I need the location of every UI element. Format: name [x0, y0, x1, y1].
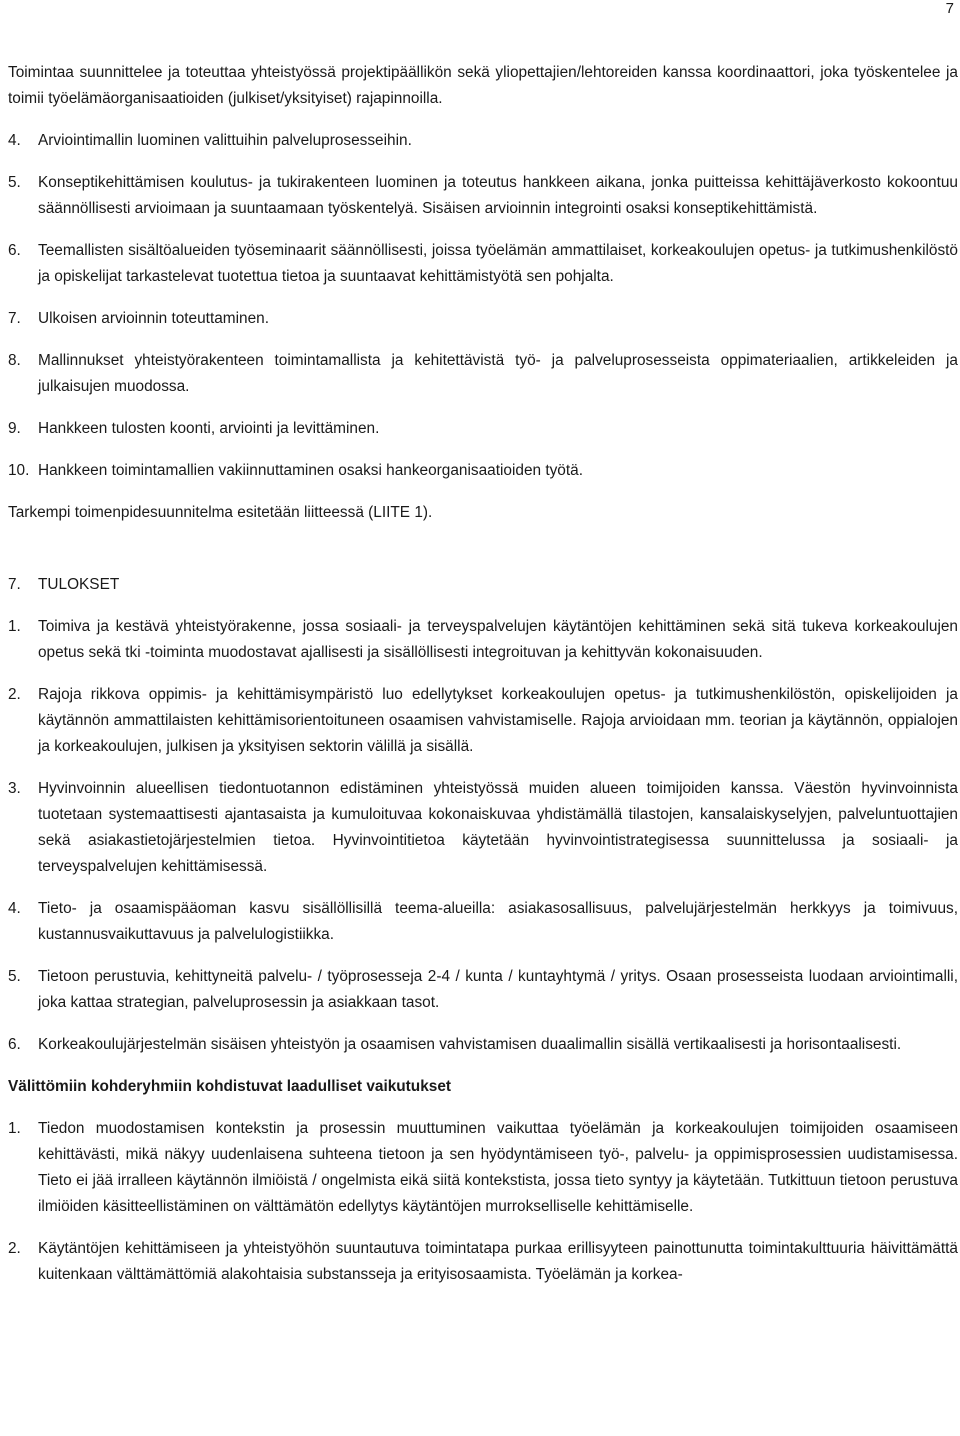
list-text: Korkeakoulujärjestelmän sisäisen yhteistyön ja osaamisen vahvistamisen duaalimallin sisällä vertikaalisesti ja horisontaalisesti. — [38, 1036, 902, 1053]
list-number: 4. — [8, 900, 21, 917]
list-text: Hankkeen tulosten koonti, arviointi ja levittäminen. — [38, 420, 380, 437]
list-text: Mallinnukset yhteistyörakenteen toimintamallista ja kehitettävistä työ- ja palveluprosesseista oppimateriaalien, artikkeleiden ja julkaisujen muodossa. — [38, 352, 958, 395]
list-text: Käytäntöjen kehittämiseen ja yhteistyöhön suuntautuva toimintatapa purkaa erillisyyteen painottunutta toimintakulttuuria häivittämättä kuitenkaan välttämättömiä alakohtaisia substansseja ja erityisosaamista. Työelämän ja korkea- — [38, 1240, 958, 1283]
section-heading — [8, 572, 958, 598]
list-number: 2. — [8, 686, 21, 703]
list-number: 6. — [8, 242, 21, 259]
list-number: 3. — [8, 780, 21, 797]
list-number: 1. — [8, 618, 21, 635]
list-item — [8, 776, 958, 880]
list-text: Rajoja rikkova oppimis- ja kehittämisympäristö luo edellytykset korkeakoulujen opetus- ja tutkimushenkilöstön, opiskelijoiden ja käytännön ammattilaisten kehittämisorientoituneen osaamisen vahvistamiselle. Rajoja arvioidaan mm. teorian ja käytännön, oppialojen ja korkeakoulujen, julkisen ja yksityisen sektorin välillä ja sisällä. — [38, 686, 958, 755]
list-number: 2. — [8, 1240, 21, 1257]
subheading: Välittömiin kohderyhmiin kohdistuvat laadulliset vaikutukset — [8, 1078, 452, 1095]
list-text: Konseptikehittämisen koulutus- ja tukirakenteen luominen ja toteutus hankkeen aikana, jonka puitteissa kehittäjäverkosto kokoontuu säännöllisesti arvioimaan ja suuntaamaan työskentelyä. Sisäisen arvioinnin integrointi osaksi konseptikehittämistä. — [38, 174, 958, 217]
list-text: Tieto- ja osaamispääoman kasvu sisällöllisillä teema-alueilla: asiakasosallisuus, palvelujärjestelmän herkkyys ja toimivuus, kustannusvaikuttavuus ja palvelulogistiikka. — [38, 900, 958, 943]
section-title: TULOKSET — [38, 576, 120, 593]
list-item — [8, 682, 958, 760]
list-item — [8, 896, 958, 948]
list-item — [8, 1116, 958, 1220]
list-item — [8, 170, 958, 222]
list-text: Hankkeen toimintamallien vakiinnuttaminen osaksi hankeorganisaatioiden työtä. — [38, 462, 583, 479]
list-text: Ulkoisen arvioinnin toteuttaminen. — [38, 310, 269, 327]
list-number: 10. — [8, 462, 30, 479]
list-number: 9. — [8, 420, 21, 437]
list-text: Arviointimallin luominen valittuihin palveluprosesseihin. — [38, 132, 412, 149]
list-item — [8, 348, 958, 400]
page-number: 7 — [945, 0, 954, 17]
list-text: Toimiva ja kestävä yhteistyörakenne, jossa sosiaali- ja terveyspalvelujen käytäntöjen kehittäminen sekä sitä tukeva korkeakoulujen opetus sekä tki -toiminta muodostavat ajallisesti ja sisällöllisesti integroituvan ja kehittyvän kokonaisuuden. — [38, 618, 958, 661]
list-item — [8, 238, 958, 290]
list-item — [8, 306, 958, 332]
list-item — [8, 416, 958, 442]
plan-note: Tarkempi toimenpidesuunnitelma esitetään liitteessä (LIITE 1). — [8, 504, 433, 521]
section-number: 7. — [8, 576, 21, 593]
list-number: 1. — [8, 1120, 21, 1137]
list-item — [8, 458, 958, 484]
list-number: 5. — [8, 174, 21, 191]
list-number: 6. — [8, 1036, 21, 1053]
list-number: 4. — [8, 132, 21, 149]
list-number: 8. — [8, 352, 21, 369]
list-text: Tietoon perustuvia, kehittyneitä palvelu- / työprosesseja 2-4 / kunta / kuntayhtymä / yritys. Osaan prosesseista luodaan arviointimalli, joka kattaa strategian, palveluprosessin ja asiakkaan tasot. — [38, 968, 958, 1011]
list-item — [8, 1236, 958, 1288]
list-item — [8, 128, 958, 154]
list-item — [8, 1032, 958, 1058]
list-text: Tiedon muodostamisen kontekstin ja prosessin muuttuminen vaikuttaa työelämän ja korkeakoulujen toimijoiden osaamiseen kehittävästi, mikä näkyy uudenlaisena suhteena tietoon ja sen hyödyntämiseen työ-, palvelu- ja oppimisprosessien uudistamisessa. Tieto ei jää irralleen käytännön ilmiöistä / ongelmista eikä siitä kontekstista, jossa tieto syntyy ja käytetään. Tutkittuun tietoon perustuva ilmiöiden käsitteellistäminen on välttämätön edellytys käytäntöjen murrokselliselle kehittämiselle. — [38, 1120, 958, 1215]
intro-paragraph: Toimintaa suunnittelee ja toteuttaa yhteistyössä projektipäällikön sekä yliopettajien/lehtoreiden kanssa koordinaattori, joka työskentelee ja toimii työelämäorganisaatioiden (julkiset/yksityiset) rajapinnoilla. — [8, 64, 958, 107]
list-number: 7. — [8, 310, 21, 327]
list-item — [8, 964, 958, 1016]
list-text: Hyvinvoinnin alueellisen tiedontuotannon edistäminen yhteistyössä muiden alueen toimijoiden kanssa. Väestön hyvinvoinnista tuotetaan systemaattisesti ajantasaista ja kumuloituvaa kokonaiskuvaa yhdistämällä tilastojen, kansalaiskyselyjen, palveluntuottajien sekä asiakastietojärjestelmien tietoa. Hyvinvointitietoa käytetään hyvinvointistrategisessa suunnittelussa ja sosiaali- ja terveyspalvelujen kehittämisessä. — [38, 780, 958, 875]
list-item — [8, 614, 958, 666]
list-text: Teemallisten sisältöalueiden työseminaarit säännöllisesti, joissa työelämän ammattilaiset, korkeakoulujen opetus- ja tutkimushenkilöstö ja opiskelijat tarkastelevat tuotettua tietoa ja suuntaavat kehittämistyötä sen pohjalta. — [38, 242, 958, 285]
document-body — [8, 60, 958, 1288]
list-number: 5. — [8, 968, 21, 985]
